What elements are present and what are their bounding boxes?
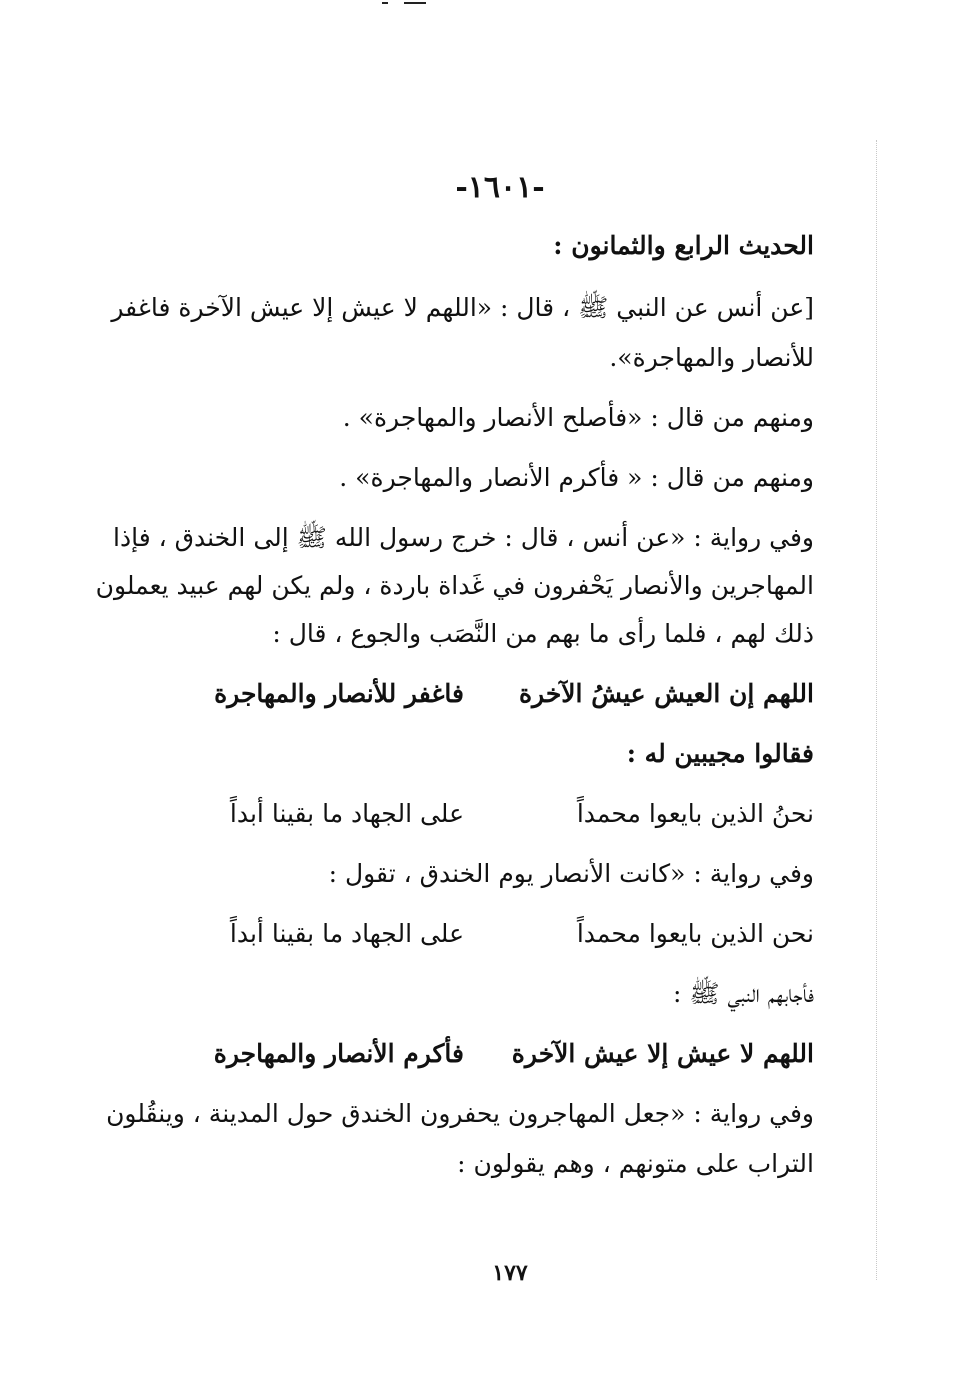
paragraph-line: وفي رواية : «عن أنس ، قال : خرج رسول الله ﷺ إلى الخندق ، فإذا	[113, 523, 814, 552]
hadith-heading: الحديث الرابع والثمانون :	[553, 231, 814, 260]
verse-first-hemistich: نحنُ الذين بايعوا محمداً	[576, 799, 814, 828]
paragraph-line: المهاجرين والأنصار يَحْفرون في غَداة باردة ، ولم يكن لهم عبيد يعملون	[95, 571, 814, 600]
paragraph-line: وفي رواية : «جعل المهاجرون يحفرون الخندق حول المدينة ، وينقُلون	[106, 1099, 814, 1128]
paragraph-line: وفي رواية : «كانت الأنصار يوم الخندق ، تقول :	[328, 859, 814, 888]
verse-second-hemistich: على الجهاد ما بقينا أبداً	[229, 799, 464, 828]
verse-second-hemistich: فاغفر للأنصار والمهاجرة	[214, 679, 464, 708]
verse-second-hemistich: على الجهاد ما بقينا أبداً	[229, 919, 464, 948]
paragraph-line: [عن أنس عن النبي ﷺ ، قال : «اللهم لا عيش إلا عيش الآخرة فاغفر	[111, 293, 814, 322]
verse-first-hemistich: اللهم إن العيش عيشُ الآخرة	[518, 679, 814, 708]
page-edge-line	[876, 140, 878, 1280]
paragraph-line: ذلك لهم ، فلما رأى ما بهم من النَّصَب والجوع ، قال :	[272, 619, 814, 648]
verse-second-hemistich: فأكرم الأنصار والمهاجرة	[213, 1039, 464, 1068]
paragraph-line: ومنهم من قال : « فأكرم الأنصار والمهاجرة» .	[339, 463, 814, 492]
paragraph-line: ومنهم من قال : «فأصلح الأنصار والمهاجرة» .	[342, 403, 814, 432]
top-edge-marks	[382, 0, 432, 8]
paragraph-line: التراب على متونهم ، وهم يقولون :	[457, 1149, 814, 1178]
paragraph-line: للأنصار والمهاجرة».	[609, 343, 814, 372]
verse-first-hemistich: نحن الذين بايعوا محمداً	[576, 919, 814, 948]
paragraph-line: فقالوا مجيبين له :	[626, 739, 814, 768]
page-number: ١٧٧	[492, 1260, 528, 1286]
paragraph-line: فأجابهم النبي ﷺ :	[673, 979, 814, 1008]
verse-first-hemistich: اللهم لا عيش إلا عيش الآخرة	[511, 1039, 814, 1068]
hadith-number: -١٦٠١-	[455, 170, 545, 205]
